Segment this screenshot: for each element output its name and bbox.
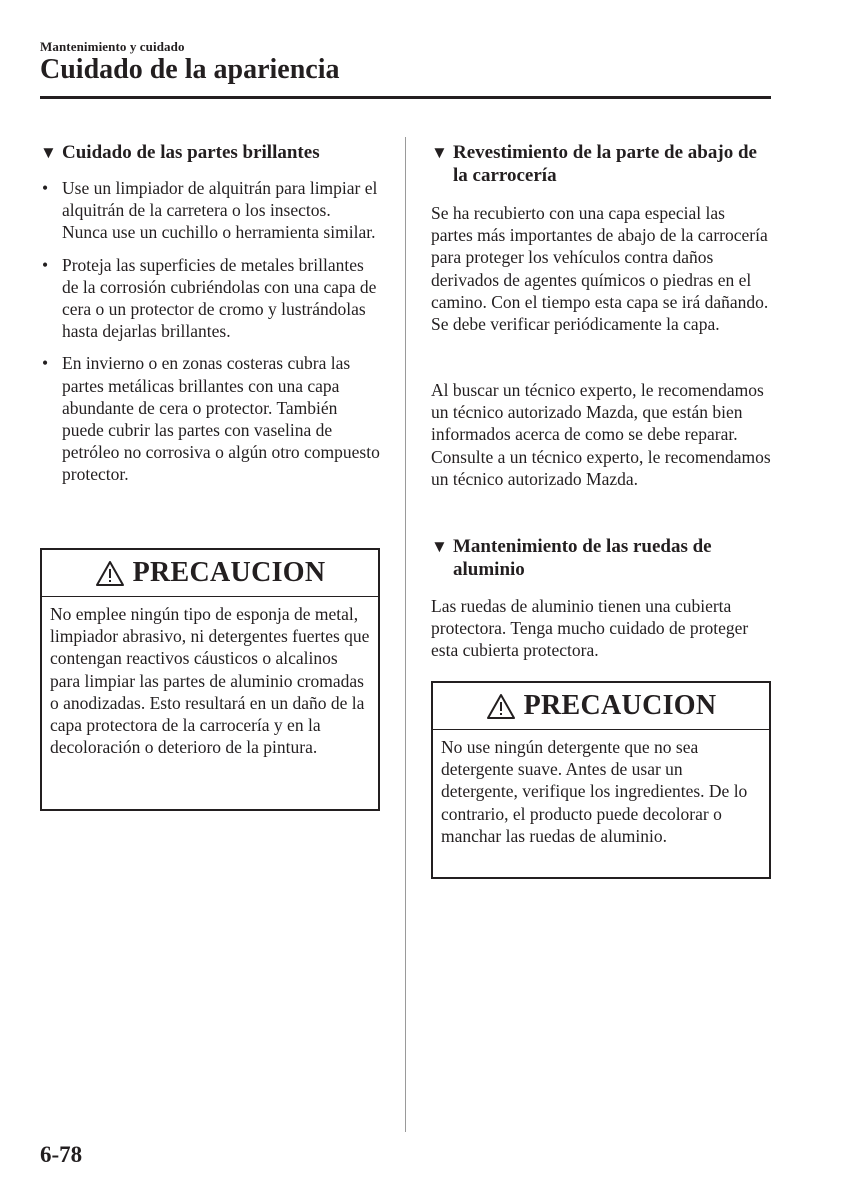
page-title: Cuidado de la apariencia [40, 54, 340, 85]
section-label: Mantenimiento y cuidado [40, 39, 185, 54]
triangle-down-icon: ▼ [431, 537, 448, 556]
warning-icon [486, 693, 516, 720]
list-item-text: En invierno o en zonas costeras cubra las partes metálicas brillantes con una capa abundante de cera o protector. También puede cubrir las partes con vaselina de petróleo no corrosiva o algún otro compuesto protector. [62, 353, 380, 485]
bullet-icon: • [42, 254, 49, 275]
caution-title: PRECAUCION [523, 690, 717, 721]
heading-shiny-parts-text: Cuidado de las partes brillantes [62, 142, 320, 163]
bullet-icon: • [42, 353, 49, 374]
triangle-down-icon: ▼ [40, 143, 57, 162]
caution-box-left [40, 548, 380, 811]
heading-underbody-coating [431, 141, 771, 187]
title-rule [40, 96, 771, 99]
caution-body: No emplee ningún tipo de esponja de metal, limpiador abrasivo, ni detergentes fuertes que contengan reactivos cáusticos o alcalinos para limpiar las partes de aluminio cromadas o anodizadas. Esto resultará en un daño de la capa protectora de la carrocería y en la decoloración o deterioro de la pintura. [50, 604, 370, 758]
warning-icon [95, 560, 125, 587]
list-item [40, 352, 380, 485]
list-item [40, 254, 380, 343]
caution-header [42, 550, 378, 597]
heading-underbody-coating-text: Revestimiento de la parte de abajo de la carrocería [453, 142, 757, 186]
column-divider [405, 137, 406, 1132]
heading-aluminum-wheels-text: Mantenimiento de las ruedas de aluminio [453, 536, 712, 580]
list-item [40, 177, 380, 244]
caution-title: PRECAUCION [132, 557, 326, 588]
paragraph-aluminum-wheels: Las ruedas de aluminio tienen una cubierta protectora. Tenga mucho cuidado de proteger esta cubierta protectora. [431, 596, 749, 661]
heading-aluminum-wheels [431, 535, 771, 581]
list-item-text: Use un limpiador de alquitrán para limpiar el alquitrán de la carretera o los insectos. Nunca use un cuchillo o herramienta similar. [62, 178, 378, 243]
triangle-down-icon: ▼ [431, 143, 448, 162]
heading-shiny-parts [40, 141, 392, 164]
paragraph-underbody-coating: Se ha recubierto con una capa especial las partes más importantes de abajo de la carrocería para proteger los vehículos contra daños derivados de agentes químicos o piedras en el camino. Con el tiempo esta capa se irá dañando. Se debe verificar periódicamente la capa. [431, 203, 769, 335]
shiny-parts-bullet-list [40, 177, 380, 486]
bullet-icon: • [42, 178, 49, 198]
caution-body: No use ningún detergente que no sea detergente suave. Antes de usar un detergente, verifique los ingredientes. De lo contrario, el producto puede decolorar o manchar las ruedas de aluminio. [441, 737, 748, 846]
list-item-text: Proteja las superficies de metales brillantes de la corrosión cubriéndolas con una capa de cera o un protector de cromo y lustrándolas hasta dejarlas brillantes. [62, 254, 377, 342]
caution-box-right [431, 681, 771, 879]
page-number: 6-78 [40, 1142, 83, 1167]
caution-header [433, 683, 769, 730]
paragraph-expert-technician: Al buscar un técnico experto, le recomendamos un técnico autorizado Mazda, que están bien informados acerca de como se debe reparar. Consulte a un técnico experto, le recomendamos un técnico autorizado Mazda. [431, 380, 771, 489]
